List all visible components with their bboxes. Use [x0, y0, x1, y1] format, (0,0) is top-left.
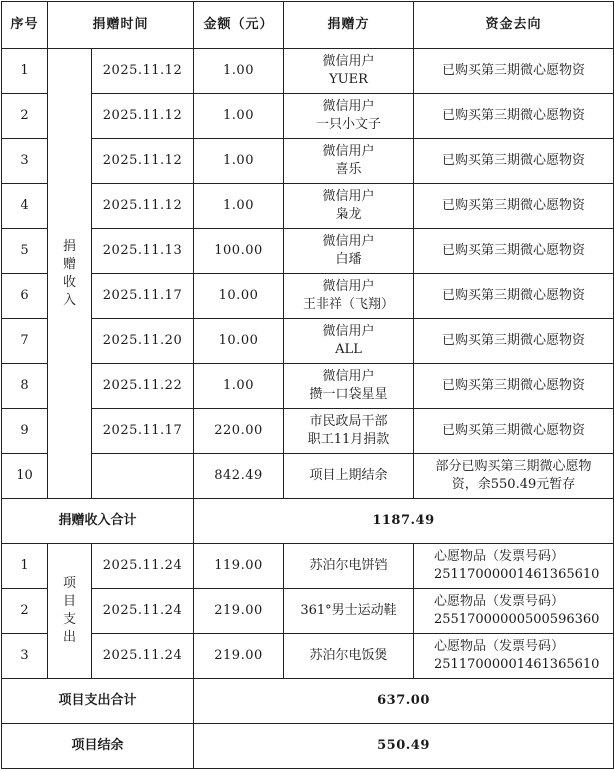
- destination-cell: 已购买第三期微心愿物资: [414, 184, 614, 229]
- income-total-row: [2, 499, 614, 544]
- item-cell: 苏泊尔电饭煲: [284, 634, 414, 679]
- income-row: [2, 229, 614, 274]
- invoice-number: 25117000001461365610: [434, 567, 600, 582]
- date-cell: 2025.11.17: [92, 274, 194, 319]
- header-donor: 捐赠方: [284, 2, 414, 49]
- date-cell: 2025.11.13: [92, 229, 194, 274]
- header-time: 捐赠时间: [48, 2, 194, 49]
- amount-cell: 10.00: [194, 274, 284, 319]
- donor-line: 王非祥（飞翔）: [302, 297, 394, 312]
- date-cell: 2025.11.20: [92, 319, 194, 364]
- date-cell: 2025.11.24: [92, 589, 194, 634]
- donor-line: 微信用户: [322, 234, 375, 249]
- invoice-number: 25117000001461365610: [434, 657, 600, 672]
- amount-cell: 10.00: [194, 319, 284, 364]
- donor-line: 枭龙: [335, 207, 362, 222]
- header-amount: 金额（元）: [194, 2, 284, 49]
- header-destination: 资金去向: [414, 2, 614, 49]
- expense-total-value: 637.00: [194, 679, 614, 724]
- category-char: 出: [62, 630, 76, 645]
- donor-line: 攒一口袋星星: [309, 387, 388, 402]
- category-char: 支: [62, 612, 76, 627]
- income-row: [2, 49, 614, 94]
- seq-cell: 6: [2, 274, 48, 319]
- category-char: 项: [62, 576, 76, 591]
- donor-cell: [284, 229, 414, 274]
- income-row: [2, 184, 614, 229]
- expense-total-label: 项目支出合计: [2, 679, 194, 724]
- donor-cell: [284, 454, 414, 499]
- income-row: [2, 319, 614, 364]
- donor-line: 微信用户: [322, 144, 375, 159]
- destination-cell: 已购买第三期微心愿物资: [414, 139, 614, 184]
- income-row: [2, 364, 614, 409]
- category-char: 赠: [62, 256, 76, 272]
- invoice-label: 心愿物品（发票号码）: [434, 639, 565, 654]
- date-cell: [92, 454, 194, 499]
- donor-cell: [284, 139, 414, 184]
- item-cell: 苏泊尔电饼铛: [284, 544, 414, 589]
- income-total-label: 捐赠收入合计: [2, 499, 194, 544]
- income-total-value: 1187.49: [194, 499, 614, 544]
- category-char: 入: [62, 292, 76, 308]
- donor-line: YUER: [329, 72, 368, 87]
- expense-category-cell: [48, 544, 92, 679]
- category-char: 收: [62, 274, 76, 290]
- donor-line: 微信用户: [322, 54, 375, 69]
- seq-cell: 2: [2, 94, 48, 139]
- balance-row: [2, 724, 614, 769]
- destination-cell: 已购买第三期微心愿物资: [414, 274, 614, 319]
- balance-label: 项目结余: [2, 724, 194, 769]
- date-cell: 2025.11.12: [92, 184, 194, 229]
- donor-cell: [284, 274, 414, 319]
- destination-cell: [414, 454, 614, 499]
- donor-line: 微信用户: [322, 279, 375, 294]
- seq-cell: 1: [2, 544, 48, 589]
- donor-line: ALL: [335, 342, 362, 357]
- seq-cell: 1: [2, 49, 48, 94]
- seq-cell: 3: [2, 634, 48, 679]
- donor-cell: [284, 184, 414, 229]
- expense-total-row: [2, 679, 614, 724]
- destination-cell: 已购买第三期微心愿物资: [414, 319, 614, 364]
- destination-cell: 已购买第三期微心愿物资: [414, 229, 614, 274]
- category-char: 目: [62, 594, 76, 609]
- destination-line: 资，余550.49元暂存: [451, 477, 576, 492]
- income-row: [2, 409, 614, 454]
- invoice-number: 25517000000500596360: [434, 612, 600, 627]
- amount-cell: 1.00: [194, 94, 284, 139]
- donor-line: 微信用户: [322, 369, 375, 384]
- invoice-label: 心愿物品（发票号码）: [434, 594, 565, 609]
- amount-cell: 842.49: [194, 454, 284, 499]
- destination-line: 部分已购买第三期微心愿物: [435, 459, 592, 474]
- donor-line: 白璠: [335, 252, 362, 267]
- income-category-cell: [48, 49, 92, 499]
- donor-cell: [284, 49, 414, 94]
- destination-cell: 已购买第三期微心愿物资: [414, 94, 614, 139]
- date-cell: 2025.11.24: [92, 544, 194, 589]
- balance-value: 550.49: [194, 724, 614, 769]
- invoice-cell: [414, 544, 614, 589]
- amount-cell: 219.00: [194, 634, 284, 679]
- seq-cell: 8: [2, 364, 48, 409]
- seq-cell: 2: [2, 589, 48, 634]
- income-row: [2, 454, 614, 499]
- donor-line: 微信用户: [322, 324, 375, 339]
- seq-cell: 3: [2, 139, 48, 184]
- amount-cell: 100.00: [194, 229, 284, 274]
- date-cell: 2025.11.24: [92, 634, 194, 679]
- donor-line: 一只小文子: [315, 117, 381, 132]
- amount-cell: 1.00: [194, 184, 284, 229]
- donor-cell: [284, 94, 414, 139]
- donor-line: 微信用户: [322, 189, 375, 204]
- amount-cell: 119.00: [194, 544, 284, 589]
- invoice-cell: [414, 589, 614, 634]
- income-row: [2, 94, 614, 139]
- date-cell: 2025.11.12: [92, 94, 194, 139]
- amount-cell: 1.00: [194, 49, 284, 94]
- item-cell: 361°男士运动鞋: [284, 589, 414, 634]
- seq-cell: 4: [2, 184, 48, 229]
- amount-cell: 219.00: [194, 589, 284, 634]
- date-cell: 2025.11.22: [92, 364, 194, 409]
- donor-cell: [284, 319, 414, 364]
- date-cell: 2025.11.12: [92, 49, 194, 94]
- donor-line: 项目上期结余: [309, 468, 388, 483]
- seq-cell: 9: [2, 409, 48, 454]
- donor-line: 微信用户: [322, 99, 375, 114]
- income-row: [2, 274, 614, 319]
- donor-line: 喜乐: [335, 162, 362, 177]
- seq-cell: 5: [2, 229, 48, 274]
- amount-cell: 1.00: [194, 364, 284, 409]
- destination-cell: 已购买第三期微心愿物资: [414, 409, 614, 454]
- destination-cell: 已购买第三期微心愿物资: [414, 364, 614, 409]
- donor-cell: [284, 364, 414, 409]
- donor-cell: [284, 409, 414, 454]
- invoice-cell: [414, 634, 614, 679]
- donor-line: 市民政局干部: [309, 414, 388, 429]
- invoice-label: 心愿物品（发票号码）: [434, 549, 565, 564]
- date-cell: 2025.11.17: [92, 409, 194, 454]
- amount-cell: 1.00: [194, 139, 284, 184]
- expense-row: [2, 634, 614, 679]
- date-cell: 2025.11.12: [92, 139, 194, 184]
- seq-cell: 10: [2, 454, 48, 499]
- donation-ledger-table: [1, 1, 614, 769]
- expense-row: [2, 544, 614, 589]
- income-row: [2, 139, 614, 184]
- header-seq: 序号: [2, 2, 48, 49]
- destination-cell: 已购买第三期微心愿物资: [414, 49, 614, 94]
- donor-line: 职工11月捐款: [307, 432, 390, 447]
- expense-row: [2, 589, 614, 634]
- header-row: [2, 2, 614, 49]
- seq-cell: 7: [2, 319, 48, 364]
- amount-cell: 220.00: [194, 409, 284, 454]
- category-char: 捐: [62, 238, 76, 254]
